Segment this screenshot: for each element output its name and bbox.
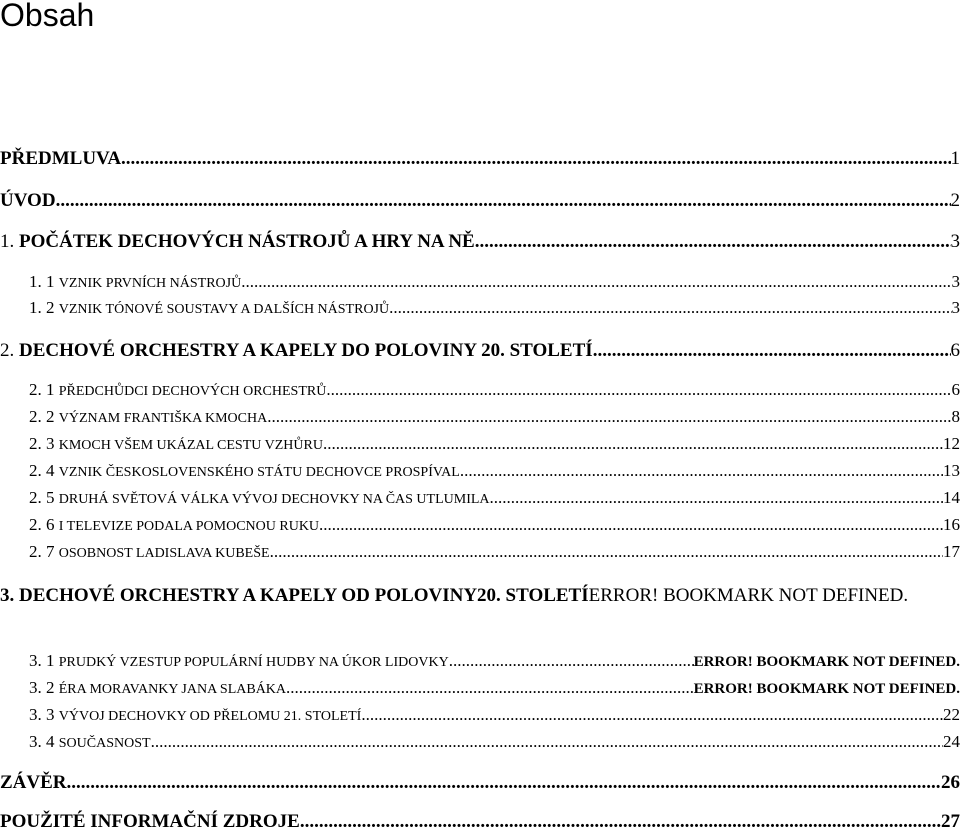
page-title: Obsah xyxy=(0,0,95,33)
toc-entry-title: OSOBNOST LADISLAVA KUBEŠE xyxy=(58,546,270,561)
toc-entry-label xyxy=(29,380,326,400)
toc-entry-number: 1. 1 xyxy=(29,272,59,291)
toc-entry-title: VÝVOJ DECHOVKY OD PŘELOMU 21. STOLETÍ xyxy=(58,709,362,724)
leader-dots xyxy=(326,380,951,400)
toc-entry-section-2-4[interactable] xyxy=(29,461,960,481)
toc-entry-number: 2. 7 xyxy=(29,542,59,561)
leader-dots xyxy=(323,434,943,454)
leader-dots xyxy=(475,231,951,253)
toc-entry-title: KMOCH VŠEM UKÁZAL CESTU VZHŮRU xyxy=(58,438,323,453)
toc-entry-section-2-6[interactable] xyxy=(29,515,960,535)
toc-entry-title: DECHOVÉ ORCHESTRY A KAPELY OD POLOVINY20. STOLETÍ xyxy=(19,585,589,606)
toc-entry-label xyxy=(29,732,151,752)
toc-entry-section-2-2[interactable] xyxy=(29,407,960,427)
toc-entry-title: PŘEDCHŮDCI DECHOVÝCH ORCHESTRŮ xyxy=(58,384,327,399)
toc-page-number: 3 xyxy=(950,231,960,252)
toc-entry-label xyxy=(29,272,241,292)
leader-dots xyxy=(241,272,951,292)
toc-page-number: 26 xyxy=(941,772,960,793)
toc-page-number: 22 xyxy=(943,705,960,724)
leader-dots xyxy=(300,811,941,833)
toc-entry-title: DECHOVÉ ORCHESTRY A KAPELY DO POLOVINY 20. STOLETÍ xyxy=(19,340,593,361)
toc-entry-chapter-2[interactable] xyxy=(0,340,960,362)
toc-entry-title: VÝZNAM FRANTIŠKA KMOCHA xyxy=(58,411,268,426)
toc-entry-number: 1. 2 xyxy=(29,298,59,317)
toc-page-number: 17 xyxy=(943,542,960,561)
toc-entry-number: 2. 4 xyxy=(29,461,59,480)
toc-entry-label: POUŽITÉ INFORMAČNÍ ZDROJE xyxy=(0,811,300,832)
toc-page-number: 24 xyxy=(943,732,960,751)
toc-entry-label xyxy=(29,678,286,698)
toc-entry-title: VZNIK TÓNOVÉ SOUSTAVY A DALŠÍCH NÁSTROJŮ xyxy=(58,302,390,317)
leader-dots xyxy=(361,705,943,725)
toc-entry-number: 2. 6 xyxy=(29,515,59,534)
toc-entry-number: 3. 2 xyxy=(29,678,59,697)
toc-entry-number: 2. xyxy=(0,340,19,361)
leader-dots xyxy=(56,190,951,212)
toc-entry-section-2-1[interactable] xyxy=(29,380,960,400)
toc-entry-title: PRUDKÝ VZESTUP POPULÁRNÍ HUDBY NA ÚKOR LIDOVKY xyxy=(58,655,449,670)
toc-entry-number: 3. 1 xyxy=(29,651,59,670)
toc-entry-label xyxy=(29,542,270,562)
toc-entry-label xyxy=(29,488,490,508)
leader-dots xyxy=(449,651,694,671)
leader-dots xyxy=(270,542,943,562)
toc-page-number: 8 xyxy=(951,407,960,426)
toc-page-number: 6 xyxy=(950,340,960,361)
toc-entry-section-3-3[interactable] xyxy=(29,705,960,725)
toc-entry-number: 2. 1 xyxy=(29,380,59,399)
toc-entry-section-2-5[interactable] xyxy=(29,488,960,508)
toc-page-number: 3 xyxy=(951,298,960,317)
toc-entry-title: DRUHÁ SVĚTOVÁ VÁLKA VÝVOJ DECHOVKY NA ČAS UTLUMILA xyxy=(58,492,490,507)
leader-dots xyxy=(490,488,943,508)
toc-error-text: ERROR! BOOKMARK NOT DEFINED. xyxy=(588,585,909,606)
toc-entry-label xyxy=(29,298,389,318)
toc-entry-section-1-1[interactable] xyxy=(29,272,960,292)
toc-page-number: 27 xyxy=(941,811,960,832)
toc-entry-label xyxy=(0,340,593,362)
toc-entry-section-2-3[interactable] xyxy=(29,434,960,454)
toc-entry-number: 3. 4 xyxy=(29,732,59,751)
toc-entry-section-1-2[interactable] xyxy=(29,298,960,318)
toc-entry-number: 1. xyxy=(0,231,19,252)
toc-error-text: ERROR! BOOKMARK NOT DEFINED. xyxy=(693,681,960,697)
leader-dots xyxy=(460,461,943,481)
toc-entry-number: 2. 3 xyxy=(29,434,59,453)
toc-entry-label: ZÁVĚR xyxy=(0,772,67,793)
toc-entry-label xyxy=(29,705,361,725)
toc-entry-section-3-1[interactable] xyxy=(29,651,960,671)
toc-page-number: 14 xyxy=(943,488,960,507)
toc-page-number: 2 xyxy=(950,190,960,211)
toc-entry-title: SOUČASNOST xyxy=(58,736,151,751)
toc-entry-section-2-7[interactable] xyxy=(29,542,960,562)
toc-entry-label xyxy=(29,651,449,671)
toc-error-text: ERROR! BOOKMARK NOT DEFINED. xyxy=(693,654,960,670)
toc-entry-chapter-1[interactable] xyxy=(0,231,960,253)
leader-dots xyxy=(121,148,950,170)
toc-entry-chapter-3[interactable] xyxy=(0,582,960,610)
leader-dots xyxy=(286,678,694,698)
toc-entry-label xyxy=(29,461,460,481)
leader-dots xyxy=(389,298,951,318)
toc-page-number: 12 xyxy=(943,434,960,453)
toc-entry-label xyxy=(29,434,323,454)
leader-dots xyxy=(319,515,943,535)
toc-entry-label: ÚVOD xyxy=(0,190,56,211)
toc-entry-zaver[interactable] xyxy=(0,772,960,794)
toc-entry-section-3-4[interactable] xyxy=(29,732,960,752)
toc-page-number: 3 xyxy=(951,272,960,291)
toc-page-number: 13 xyxy=(943,461,960,480)
leader-dots xyxy=(151,732,943,752)
toc-page-number: 1 xyxy=(950,148,960,169)
toc-page-number: 16 xyxy=(943,515,960,534)
toc-entry-uvod[interactable] xyxy=(0,190,960,212)
toc-entry-label xyxy=(0,231,475,253)
toc-entry-zdroje[interactable] xyxy=(0,811,960,833)
toc-entry-title: I TELEVIZE PODALA POMOCNOU RUKU xyxy=(58,519,320,534)
toc-entry-section-3-2[interactable] xyxy=(29,678,960,698)
toc-entry-number: 3. xyxy=(0,585,19,606)
toc-entry-title: POČÁTEK DECHOVÝCH NÁSTROJŮ A HRY NA NĚ xyxy=(19,231,475,252)
leader-dots xyxy=(267,407,951,427)
leader-dots xyxy=(593,340,951,362)
toc-entry-title: ÉRA MORAVANKY JANA SLABÁKA xyxy=(58,682,287,697)
toc-entry-label xyxy=(29,407,267,427)
leader-dots xyxy=(67,772,941,794)
toc-entry-label xyxy=(29,515,319,535)
toc-entry-number: 3. 3 xyxy=(29,705,59,724)
toc-entry-number: 2. 5 xyxy=(29,488,59,507)
toc-entry-number: 2. 2 xyxy=(29,407,59,426)
toc-entry-title: VZNIK ČESKOSLOVENSKÉHO STÁTU DECHOVCE PROSPÍVAL xyxy=(58,465,460,480)
toc-page-number: 6 xyxy=(951,380,960,399)
toc-entry-predmluva[interactable] xyxy=(0,148,960,170)
toc-entry-label: PŘEDMLUVA xyxy=(0,148,122,169)
toc-entry-title: VZNIK PRVNÍCH NÁSTROJŮ xyxy=(58,276,242,291)
